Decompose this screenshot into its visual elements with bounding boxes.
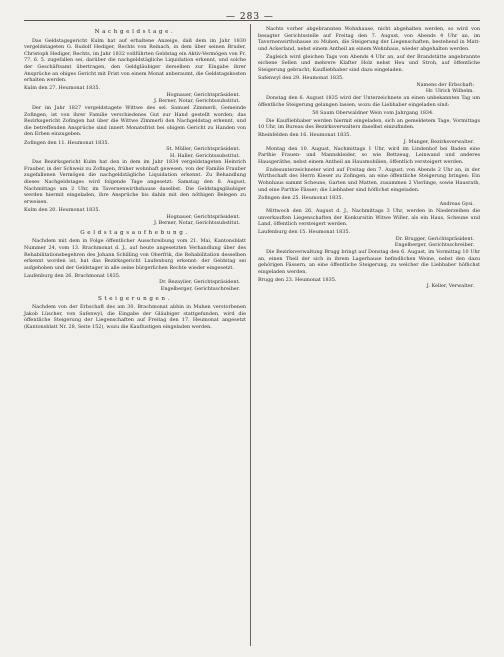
notice-text: Die Bezirksverwaltung Brugg bringt auf Donstag den 6. August, im Vormittag 10 Uhr an, einen Theil der sich in ihrem Lagerhause befindlichen Weine, nebst den dazu gehörigen Fässern, an eine öffentliche Steigerung, zu welcher die Liebhaber höflichst eingeladen werden. — [258, 249, 480, 275]
signature: J. Keller, Verwalter. — [426, 283, 474, 290]
signature: J. Berner, Notar, Gerichtssubstitut. — [153, 98, 240, 105]
notice-text: Nachdem von der Erbschaft des am 30. Brachmonat abhin in Muhen verstorbenen Jakob Lüscher, von Safenwyl, die Eingabe der Gläubiger stattgefunden, wird die öffentliche Steigerung der Liegenschaften auf Freitag den 17. Heumonat angesetzt (Kantonsblatt Nr. 28, Seite 152), wozu die Kauflustigen eingeladen werden. — [24, 304, 246, 330]
signature: H. Haller, Gerichtssubstitut. — [169, 152, 240, 159]
notice-text: Nachdem mit dem in Folge öffentlicher Ausschreibung vom 21. Mai, Kantonsblatt Nummer 24, vom 13. Brachmonat d. J., auf heute angesetzten Verhandlung über des Rehabilitationsbegehren des Johann Schilling von Oberfrik, die Rehabilitation desselben erkennt worden ist, hat das Bezirksgericht Laufenburg erkennt: der Geldstag sei aufgehoben und der Geldstager in alle seine bürgerlichen Rechte wieder eingesetzt. — [24, 238, 246, 271]
dateline: Laufenburg den 26. Brachmonat 1835. — [24, 272, 121, 279]
notice-text: 50 Saum Oberwaldner Wein vom Jahrgang 1834. — [312, 109, 434, 116]
notice-text: Montag den 10. August, Nachmittags 1 Uhr, wird im Lindenhof bei Baden eine Parthie Frauen- und Mannskleider, so wie Bettzeug, Leinwand und anderes Hausgeräthe, nebst einem Antheil an Hausmobilien, öffentlich versteigert werden. — [258, 145, 480, 165]
page-number: — 283 — — [226, 12, 274, 22]
right-column — [258, 26, 480, 290]
header-rule — [24, 20, 480, 21]
column-divider — [250, 24, 251, 646]
section-heading-nachgebote: Nachgeldstage. — [94, 29, 176, 35]
notice-text: Mittwoch den 26. August d. J., Nachmittags 3 Uhr, werden in Niederzeihen die unverkauften Liegenschaften der Konkursitin Witwe Willer, als ein Haus, Scheune und Land, öffentlich versteigert werden. — [258, 207, 480, 228]
signature: Engelberger, Gerichtsschreiber. — [160, 285, 240, 292]
notice-text: Nachts vorher abgebrannten Wohnhause, nicht abgehalten werden, so wird von besagter Gerichtsstelle auf Freitag den 7. August, von Abends 4 Uhr an, im Tavernenwirthshause zu Muhen, die Steigerung der Liegenschaften, bestehend in Matt- und Ackerland, nebst einem Antheil an einem Wohnhaus, wieder abgehalten werden. — [258, 26, 480, 52]
notice-text: Die Kaufliebhaber werden hiermit eingeladen, sich an gemeldetem Tage, Vormittags 10 Uhr, im Bureau des Bezirksverwalters daselbst einzufinden. — [258, 117, 480, 131]
dateline: Zofingen den 11. Heumonat 1835. — [24, 139, 110, 146]
notice-text: Donstag den 6. August 1835 wird der Unterzeichnete an einen unbekannten Tag um öffentliche Steigerung gelangen lassen, wozu die Liebhaber eingeladen sind: — [258, 94, 480, 108]
section-heading-geldstagsaufhebung: Geldstagsaufhebung. — [80, 229, 190, 236]
dateline: Kulm den 20. Heumonat 1835. — [24, 206, 100, 213]
signature: Hognauer, Gerichtspräsident. — [166, 213, 240, 220]
signature: Hr. Ulrich Wilhelm. — [425, 88, 474, 95]
signature: Engelberger, Gerichtsschreiber. — [394, 242, 474, 249]
notice-text: Das Geldstagsgericht Kulm hat auf erhaltene Anzeige, daß dem im Jahr 1830 vergeldstageten G. Rudolf Hediger, Rechts von Reinach, in dem über seinen Bruder, Christoph Hediger, Rechts, im Jahr 1832 vollführten Geldstag ein Aktiv-Vermögen von Fr. 77. 6. 5. zugefallen sei, darüber die nachgeldstägliche Liquidation erkennt, und solche der Geschäftsamt übertragen, den Geldgläubiger derselben zur Eingabe ihrer Ansprüche an obiges Gericht mit Frist von einem Monat anberaumt, die Geldstagskosten erhalten werden. — [24, 37, 247, 84]
dateline: Zofingen den 25. Heumonat 1835. — [258, 194, 344, 201]
signature: J. Berner, Notar, Gerichtssubstitut. — [153, 220, 240, 227]
notice-text: Zugleich wird gleichen Tags von Abends 4 Uhr an, auf der Brandstätte angebrannte eichene Sellen und mehrere Klafter Holz nebst Heu und Stroh, auf öffentliche Steigerung gebracht; Kaufliebhaber sind dazu eingeladen. — [258, 53, 480, 74]
signature: St. Müller, Gerichtspräsident. — [166, 146, 240, 153]
notice-text: Das Bezirksgericht Kulm hat den in dem im Jahr 1834 vergeldstageten Heinrich Frauber, in der Schweiz zu Zofingen, früher wohnhaft gewesen, von der Familie Frauber zugefallenen Vermögen die nachgeldstägliche Liquidation erkennt. Zu Behandlung dieses Nachgeldstages wird folgende Tage angesetzt: Samstag den 8. August, Nachmittags um 2 Uhr, im Tavernenwirthshause daselbst. Die Geldstagsgläubiger werden hiermit eingeladen, ihre Ansprüche bis dahin mit den nöthigen Belegen zu erweisen. — [24, 159, 246, 205]
signature: J. Munger, Bezirksverwalter. — [403, 139, 474, 145]
dateline: Laufenburg den 15. Heumonat 1835. — [258, 229, 351, 236]
signature: Namens der Erbschaft: — [416, 81, 474, 88]
signature: Andreas Gysi. — [439, 201, 474, 208]
dateline: Brugg den 23. Heumonat 1835. — [258, 276, 337, 283]
dateline: Rheinfelden den 16. Heumonat 1835. — [258, 132, 351, 139]
dateline: Safenwyl den 29. Heumonat 1835. — [258, 75, 344, 82]
notice-text: Endesunterzeichneter wird auf Freitag den 7. August, von Abends 2 Uhr an, in der Wirthschaft des Herrn Kieser zu Zofingen, an eine öffentliche Steigerung bringen: Ein Wohnhaus sammt Scheune, Garten und Matten, zusammen 2 Vierlinge, sowie Hausrath, und eine Parthie Fässer; die Liebhaber sind höflichst eingeladen. — [258, 166, 480, 193]
signature: Dr. Brugger, Gerichtspräsident. — [395, 235, 474, 242]
notice-text: Der im Jahr 1827 vergeldstagete Wittwe des sel. Samuel Zimmerli, Gemeinde Zofingen, ist von ihrer Familie verschiedenes Gut zur Hand gestellt worden; das Bezirksgericht Zofingen hat über die Wittwe Zimmerli den Nachgeldstag erkennt, und die betreffenden Ansprüche sind innert Monatsfrist bei obigem Gericht zu Handen von den Erben einzugeben. — [24, 105, 246, 138]
left-column — [24, 26, 246, 332]
signature: Dr. Rezayiler, Gerichtspräsident. — [159, 279, 240, 286]
dateline: Kulm den 27. Heumonat 1835. — [24, 85, 100, 92]
signature: Hognauer, Gerichtspräsident. — [166, 91, 240, 98]
section-heading-steigerungen: Steigerungen. — [97, 295, 173, 302]
